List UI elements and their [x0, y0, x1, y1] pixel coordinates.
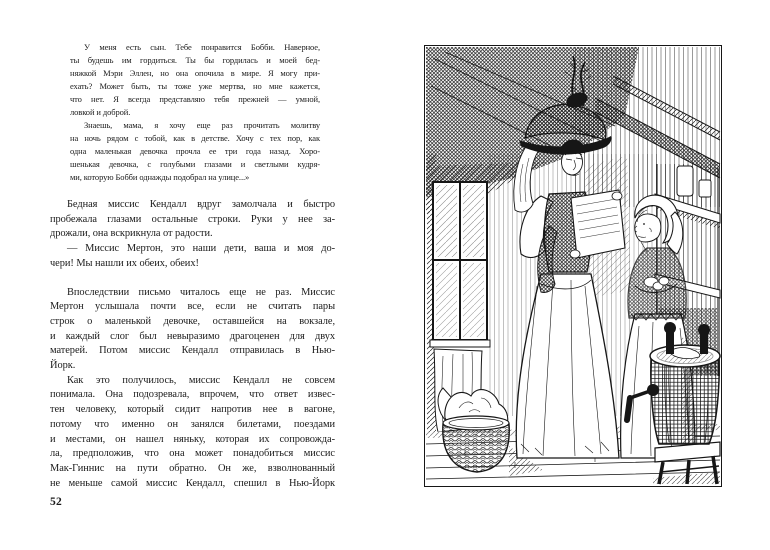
illustration-frame: [424, 45, 722, 487]
text-line: — Миссис Мертон, это наши дети, ваша и моя до-: [67, 243, 335, 255]
text-line: няжкой Мэри Эллен, но она опочила в мире. Я могу при-: [70, 68, 320, 78]
text-line: матерей. Потом миссис Кендалл отправилась в Нью-: [50, 345, 335, 357]
body-paragraph: [50, 198, 335, 242]
text-line: потому что именно он занялся билетами, поездами: [50, 418, 335, 430]
text-line: Знаешь, мама, я хочу еще раз прочитать молитву: [84, 120, 320, 130]
text-line: Йорк.: [50, 360, 76, 372]
text-line: Мак-Гиннис на пути обратно. Он же, взволнованный: [50, 462, 335, 474]
text-line: и каждый слог был невыразимо драгоценен для двух: [50, 330, 335, 342]
text-line: дрожали, она вскрикнула от радости.: [50, 228, 213, 240]
tub-body: [651, 356, 719, 444]
text-line: шенькая девочка, с голубыми глазами и светлыми кудря-: [70, 159, 320, 169]
elderly-woman-face: [635, 214, 661, 242]
text-line: ехать? Может быть, ты тоже уже мертва, но мне кажется,: [70, 81, 320, 91]
body-paragraph: [50, 374, 335, 492]
text-line: на ночь рядом с тобой, как в детстве. Хочу с тех пор, как: [70, 133, 320, 143]
text-line: ми, которую Бобби однажды подобрал на улице...»: [70, 172, 250, 182]
letter-quote: [70, 41, 320, 184]
text-line: тен человеку, который сидит напротив нее в вагоне,: [50, 404, 335, 416]
letter-paragraph: [70, 119, 320, 184]
lady-hand: [570, 250, 580, 258]
text-line: не меньше самой миссис Кендалл, спешил в Нью-Йорк: [50, 477, 335, 489]
body-paragraph: [50, 242, 335, 271]
text-line: что нет. Я всегда представляю тебя прежней — умной,: [70, 94, 320, 104]
text-line: Впоследствии письмо читалось еще не раз. Миссис: [67, 286, 335, 298]
text-line: ловкой и доброй.: [70, 107, 131, 117]
letter-paragraph: [70, 41, 320, 119]
text-line: понимала. Она подозревала, впрочем, что ответ извес-: [50, 389, 335, 401]
illustration-drawing: [425, 46, 721, 486]
left-page: [50, 41, 335, 491]
text-line: Бедная миссис Кендалл вдруг замолчала и быстро: [67, 199, 335, 210]
crank-handle: [627, 398, 630, 420]
page-number: 52: [50, 496, 63, 508]
text-line: и местами, он нашел няньку, которая их сопровожда-: [50, 433, 335, 445]
body-paragraph: [50, 286, 335, 374]
text-line: У меня есть сын. Тебе понравится Бобби. Наверное,: [84, 42, 320, 52]
text-line: Как это получилось, миссис Кендалл не совсем: [67, 374, 335, 386]
jug-on-shelf: [677, 166, 693, 196]
text-line: чери! Мы нашли их обеих, обеих!: [50, 257, 199, 269]
text-line: одна маленькая девочка прочла ее три года назад. Хоро-: [70, 146, 320, 156]
text-line: Мертон услышала почти все, если не считать пары: [50, 301, 335, 313]
body-text: [50, 198, 335, 491]
text-line: ты будешь им гордиться. Ты бы гордилась и моей бед-: [70, 55, 320, 65]
text-line: пробежала глазами остальные строки. Руки у нее за-: [50, 213, 335, 225]
text-line: ла, предположив, что она может понадобиться миссис: [50, 448, 335, 460]
text-line: строк о маленькой девочке, оставшейся на вокзале,: [50, 315, 335, 327]
